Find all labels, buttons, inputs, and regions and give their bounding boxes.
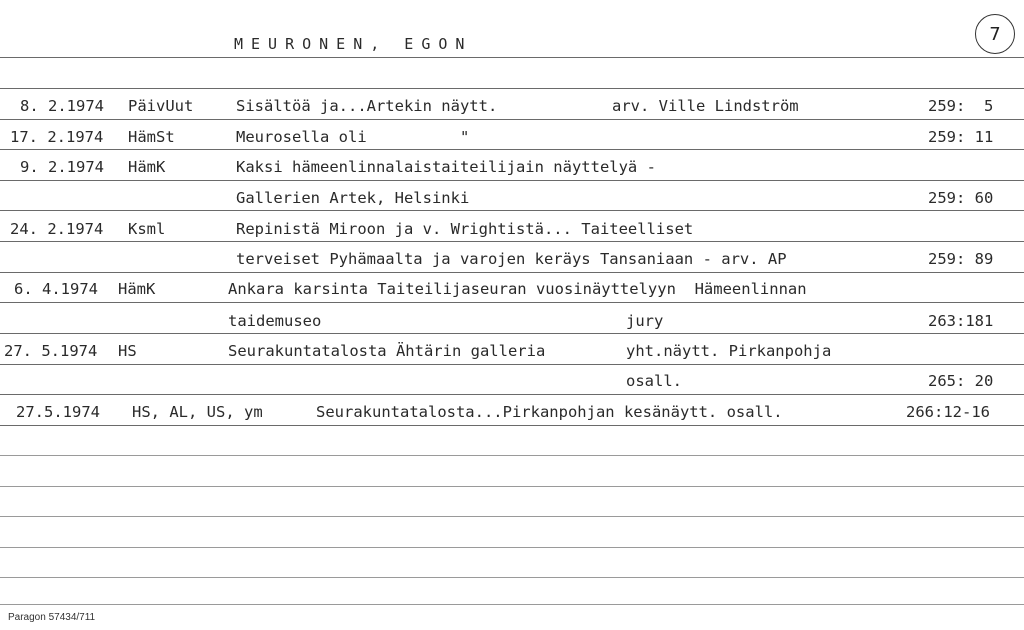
rule-line: [0, 364, 1024, 365]
entry-date: 27. 5.1974: [4, 342, 98, 360]
rule-line: [0, 516, 1024, 517]
rule-line: [0, 333, 1024, 334]
entry-source: Ksml: [128, 220, 166, 238]
entry-ref: 263:181: [928, 312, 994, 330]
entry-extra: ": [460, 128, 470, 146]
rule-line: [0, 577, 1024, 578]
entry-ref: 259: 60: [928, 189, 994, 207]
rule-line: [0, 425, 1024, 426]
rule-line: [0, 455, 1024, 456]
entry-ref: 265: 20: [928, 372, 994, 390]
rule-line: [0, 302, 1024, 303]
entry-text: Gallerien Artek, Helsinki: [236, 189, 470, 207]
rule-line: [0, 486, 1024, 487]
card-footer: Paragon 57434/711: [8, 612, 96, 623]
rule-line: [0, 394, 1024, 395]
rule-line: [0, 88, 1024, 89]
entry-source: HämK: [128, 158, 166, 176]
entry-text: Repinistä Miroon ja v. Wrightistä... Taiteelliset: [236, 220, 694, 238]
entry-ref: 259: 5: [928, 97, 994, 115]
entry-source: HS: [118, 342, 137, 360]
entry-extra: jury: [626, 312, 664, 330]
entry-text: terveiset Pyhämaalta ja varojen keräys Tansaniaan - arv. AP: [236, 250, 787, 268]
entry-date: 24. 2.1974: [10, 220, 104, 238]
entry-ref: 266:12-16: [906, 403, 990, 421]
entry-ref: 259: 11: [928, 128, 994, 146]
rule-line: [0, 604, 1024, 605]
rule-line: [0, 272, 1024, 273]
entry-date: 27.5.1974: [16, 403, 100, 421]
entry-text: Seurakuntatalosta...Pirkanpohjan kesänäytt. osall.: [316, 403, 783, 421]
entry-text: Kaksi hämeenlinnalaistaiteilijain näyttelyä -: [236, 158, 656, 176]
entry-text: Sisältöä ja...Artekin näytt.: [236, 97, 498, 115]
entry-source: PäivUut: [128, 97, 194, 115]
entry-extra: arv. Ville Lindström: [612, 97, 799, 115]
rule-line: [0, 149, 1024, 150]
rule-line: [0, 57, 1024, 58]
rule-line: [0, 119, 1024, 120]
entry-text: taidemuseo: [228, 312, 322, 330]
entry-date: 9. 2.1974: [20, 158, 104, 176]
entry-text: Ankara karsinta Taiteilijaseuran vuosinäyttelyyn Hämeenlinnan: [228, 280, 807, 298]
entry-extra: yht.näytt. Pirkanpohja: [626, 342, 832, 360]
rule-line: [0, 241, 1024, 242]
rule-line: [0, 210, 1024, 211]
rule-line: [0, 547, 1024, 548]
card-heading: MEURONEN, EGON: [234, 35, 473, 53]
entry-source: HS, AL, US, ym: [132, 403, 263, 421]
entry-date: 17. 2.1974: [10, 128, 104, 146]
entry-text: Meurosella oli: [236, 128, 367, 146]
entry-text: Seurakuntatalosta Ähtärin galleria: [228, 342, 546, 360]
entry-date: 6. 4.1974: [14, 280, 98, 298]
entry-ref: 259: 89: [928, 250, 994, 268]
entry-source: HämSt: [128, 128, 175, 146]
entry-source: HämK: [118, 280, 156, 298]
card-number-circle: [975, 14, 1015, 54]
card-number: 7: [989, 23, 1001, 45]
entry-extra: osall.: [626, 372, 682, 390]
rule-line: [0, 180, 1024, 181]
entry-date: 8. 2.1974: [20, 97, 104, 115]
